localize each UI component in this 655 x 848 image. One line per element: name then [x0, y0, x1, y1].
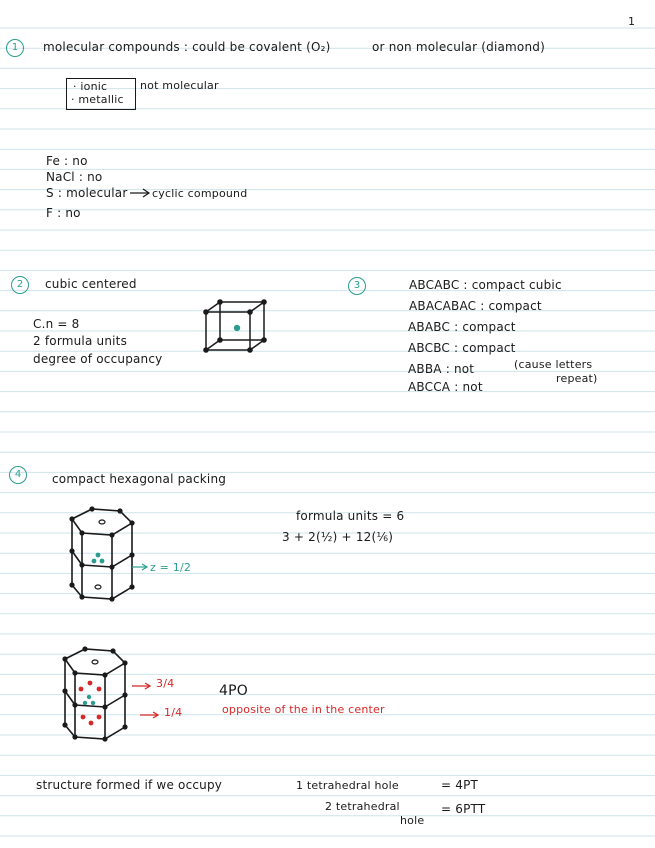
row2-left-2: hole [400, 814, 425, 827]
section1-heading-alt: or non molecular (diamond) [372, 40, 545, 54]
box-item-ionic: · ionic [73, 80, 108, 93]
abba-note-2: repeat) [556, 372, 598, 385]
box-note: not molecular [140, 79, 219, 92]
list-s: S : molecular [46, 186, 128, 200]
section1-heading: molecular compounds : could be covalent (O₂) [43, 40, 331, 54]
teal-arrow-icon [132, 562, 150, 572]
section-number-3: 3 [348, 277, 366, 295]
seq-abcca: ABCCA : not [408, 380, 483, 394]
abba-note-1: (cause letters [514, 358, 593, 371]
list-nacl: NaCl : no [46, 170, 103, 184]
seq-abcabc: ABCABC : compact cubic [409, 278, 562, 292]
section-number-4: 4 [9, 466, 27, 484]
cn-line: C.n = 8 [33, 317, 80, 331]
formula-units-line: 2 formula units [33, 334, 128, 348]
ionic-metallic-box [66, 78, 136, 110]
three-quarter-label: 3/4 [156, 677, 175, 690]
section-number-2: 2 [11, 276, 29, 294]
z-half-label: z = 1/2 [150, 561, 192, 574]
box-item-metallic: · metallic [71, 93, 124, 106]
row2-left-1: 2 tetrahedral [325, 800, 400, 813]
red-arrow-14-icon [140, 710, 162, 720]
one-quarter-label: 1/4 [164, 706, 183, 719]
section2-heading: cubic centered [45, 277, 137, 291]
arrow-icon [130, 186, 152, 200]
hexagonal-prism-holes-diagram [45, 645, 140, 745]
seq-abacabac: ABACABAC : compact [409, 299, 542, 313]
list-fe: Fe : no [46, 154, 88, 168]
opposite-note: opposite of the in the center [222, 703, 385, 716]
list-f: F : no [46, 206, 81, 220]
row2-right: = 6PTT [441, 802, 486, 816]
row1-right: = 4PT [441, 778, 479, 792]
structure-formed-text: structure formed if we occupy [36, 778, 223, 792]
cyclic-compound-note: cyclic compound [152, 187, 248, 200]
body-centered-cube-diagram [200, 298, 272, 358]
section-number-1: 1 [6, 39, 24, 57]
row1-left: 1 tetrahedral hole [296, 779, 399, 792]
hole-label-4po: 4PO [219, 683, 248, 699]
hexagonal-prism-diagram [52, 505, 147, 605]
seq-abba: ABBA : not [408, 362, 475, 376]
red-arrow-34-icon [132, 681, 154, 691]
page-number: 1 [628, 15, 636, 28]
seq-abcbc: ABCBC : compact [408, 341, 516, 355]
occupancy-line: degree of occupancy [33, 352, 163, 366]
formula-units-title: formula units = 6 [296, 509, 405, 523]
section4-heading: compact hexagonal packing [52, 472, 227, 486]
seq-ababc: ABABC : compact [408, 320, 516, 334]
formula-expression: 3 + 2(½) + 12(⅙) [282, 530, 394, 544]
